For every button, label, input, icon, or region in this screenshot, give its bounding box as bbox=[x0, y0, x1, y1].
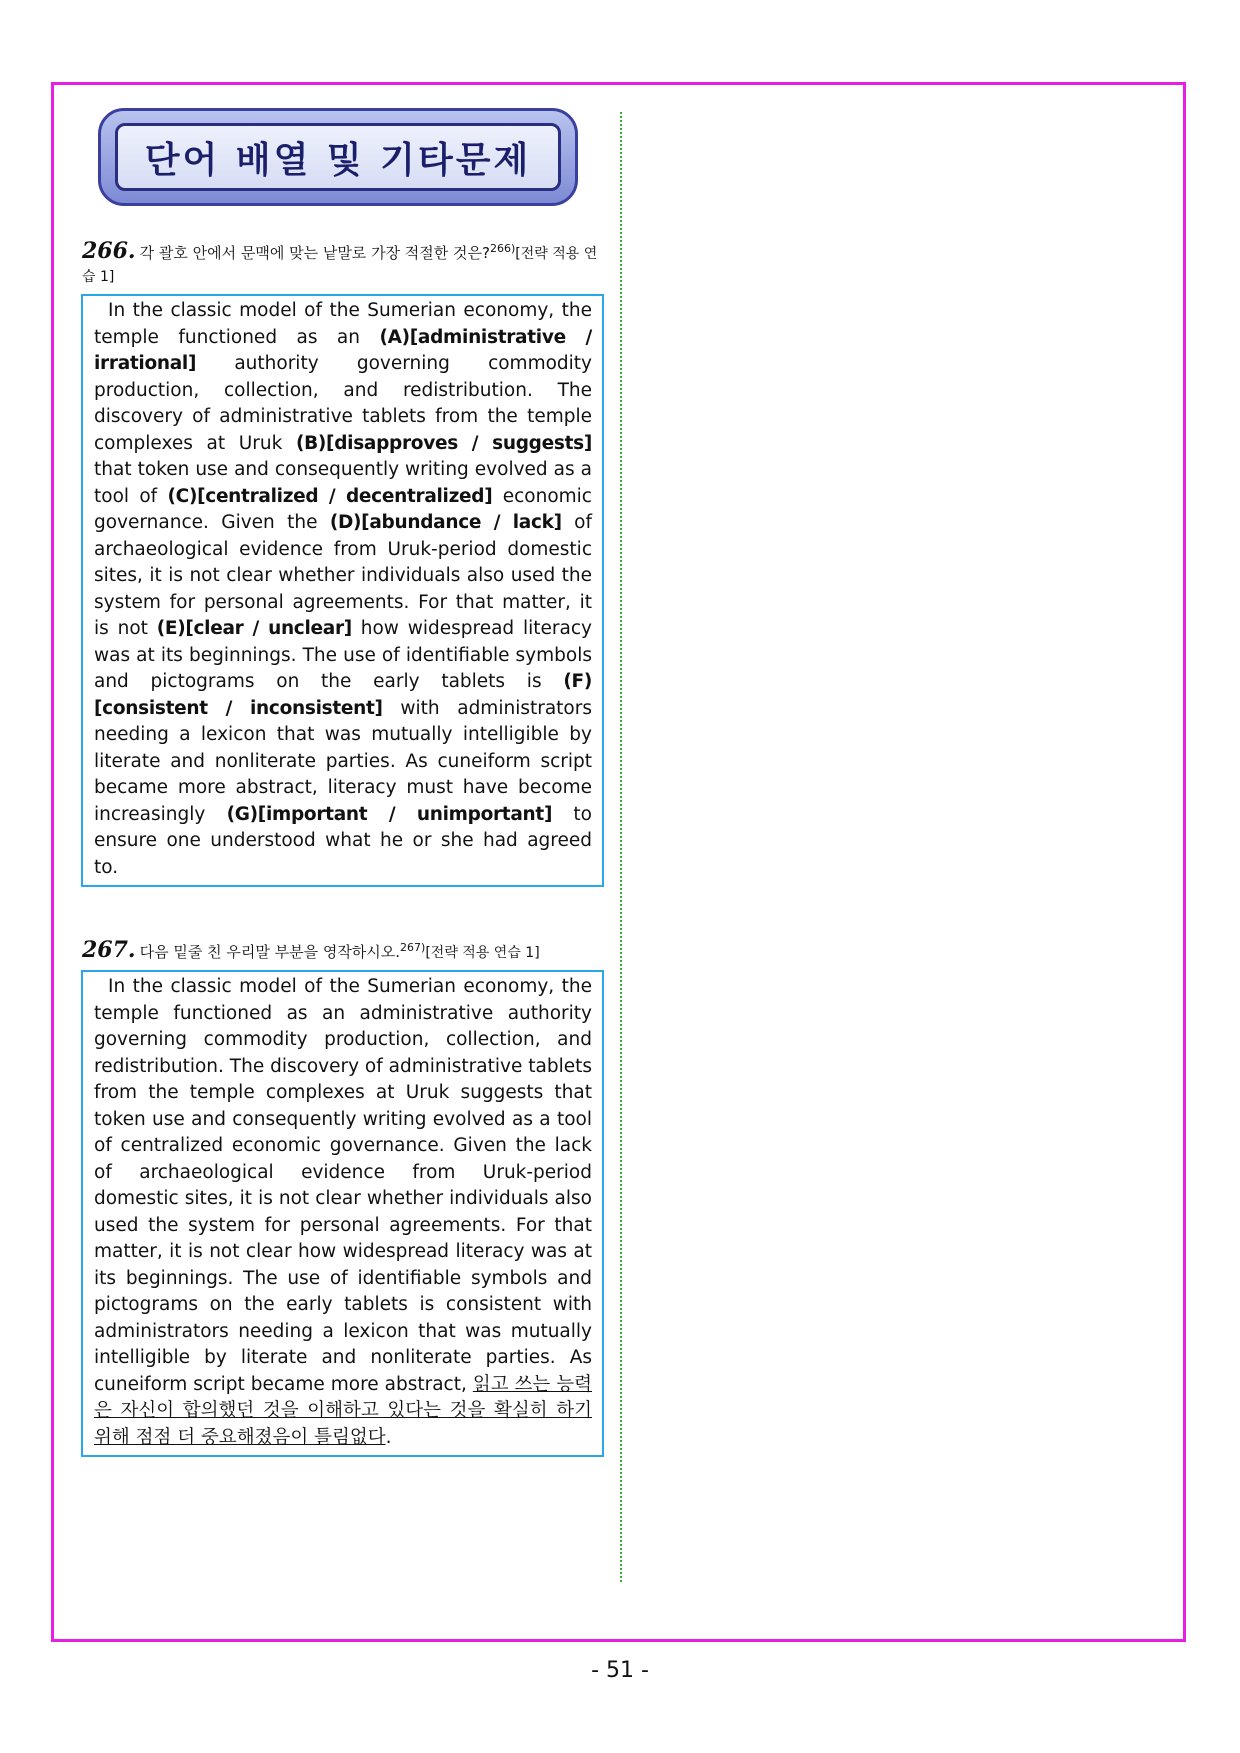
question-266-header bbox=[82, 238, 606, 288]
column-divider bbox=[620, 112, 622, 1582]
passage-text: economic governance. Given the bbox=[94, 485, 592, 533]
question-266-ref: 266) bbox=[490, 242, 516, 255]
choice-f: (F)[consistent / inconsistent] bbox=[94, 671, 592, 719]
question-267-header bbox=[82, 937, 606, 964]
question-266-prompt: 각 괄호 안에서 문맥에 맞는 낱말로 가장 적절한 것은? bbox=[139, 244, 490, 262]
passage-text: that token use and consequently writing evolved as a tool of bbox=[94, 459, 592, 507]
choice-g: (G)[important / unimportant] bbox=[226, 803, 553, 825]
section-title: 단어 배열 및 기타문제 bbox=[144, 139, 532, 181]
choice-a: (A)[administrative / irrational] bbox=[94, 326, 592, 374]
question-267-tag: [전략 적용 연습 1] bbox=[425, 945, 540, 961]
passage-end: . bbox=[385, 1426, 392, 1448]
choice-b: (B)[disapproves / suggests] bbox=[295, 432, 592, 454]
section-banner-inner bbox=[115, 123, 561, 191]
passage-text: to ensure one understood what he or she had agreed to. bbox=[94, 803, 592, 878]
question-267-ref: 267) bbox=[400, 941, 426, 954]
choice-c: (C)[centralized / decentralized] bbox=[167, 485, 493, 507]
question-267-prompt: 다음 밑줄 친 우리말 부분을 영작하시오. bbox=[139, 943, 401, 961]
question-267-passage bbox=[81, 970, 604, 1457]
question-267-number: 267. bbox=[82, 937, 136, 963]
passage-text: authority governing commodity production, collection, and redistribution. The discovery of administrative tablets from the temple complexes at Uruk bbox=[94, 353, 592, 454]
choice-d: (D)[abundance / lack] bbox=[329, 512, 562, 533]
question-266-number: 266. bbox=[82, 238, 136, 264]
passage-text: how widespread literacy was at its beginnings. The use of identifiable symbols and pictograms on the early tablets is bbox=[94, 618, 592, 692]
choice-e: (E)[clear / unclear] bbox=[156, 618, 352, 639]
question-266-tag: [전략 적용 연습 1] bbox=[82, 246, 598, 285]
question-266-passage bbox=[81, 294, 604, 887]
passage-text: of archaeological evidence from Uruk-period domestic sites, it is not clear whether individuals also used the system for personal agreements. For that matter, it is not bbox=[94, 512, 592, 639]
passage-text: with administrators needing a lexicon that was mutually intelligible by literate and nonliterate parties. As cuneiform script became more abstract, literacy must have become increasingly bbox=[94, 697, 592, 825]
passage-text: In the classic model of the Sumerian economy, the temple functioned as an administrative authority governing commodity production, collection, and redistribution. The discovery of administrative tablets from the temple complexes at Uruk suggests that token use and consequently writing evolved as a tool of centralized economic governance. Given the lack of archaeological evidence from Uruk-period domestic sites, it is not clear whether individuals also used the system for personal agreements. For that matter, it is not clear how widespread literacy was at its beginnings. The use of identifiable symbols and pictograms on the early tablets is consistent with administrators needing a lexicon that was mutually intelligible by literate and nonliterate parties. As cuneiform script became more abstract, bbox=[94, 976, 592, 1395]
passage-text: In the classic model of the Sumerian economy, the temple functioned as an bbox=[94, 300, 592, 348]
section-banner bbox=[98, 108, 578, 206]
underlined-korean-text: 읽고 쓰는 능력은 자신이 합의했던 것을 이해하고 있다는 것을 확실히 하기 위해 점점 더 중요해졌음이 틀림없다 bbox=[94, 1373, 592, 1448]
page-number: - 51 - bbox=[591, 1658, 649, 1683]
